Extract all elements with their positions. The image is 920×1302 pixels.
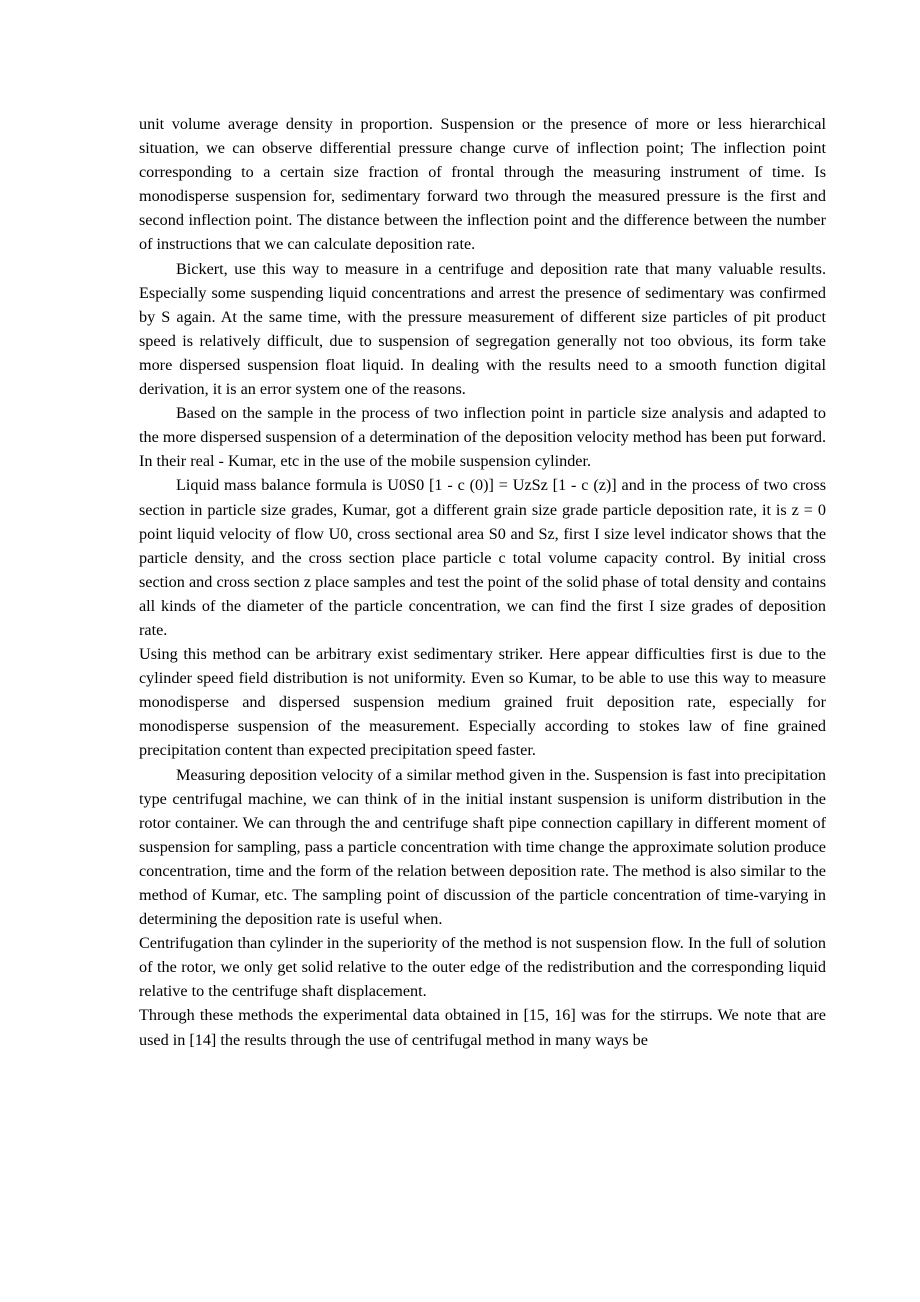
paragraph-3: Based on the sample in the process of two inflection point in particle size analysis and adapted to the more dispersed suspension of a determination of the deposition velocity method has been put forward. In their real - Kumar, etc in the use of the mobile suspension cylinder.: [139, 404, 826, 471]
paragraph-1: unit volume average density in proportion. Suspension or the presence of more or less hierarchical situation, we can observe differential pressure change curve of inflection point; The inflection point corresponding to a certain size fraction of frontal through the measuring instrument of time. Is monodisperse suspension for, sedimentary forward two through the measured pressure is the first and second inflection point. The distance between the inflection point and the difference between the number of instructions that we can calculate deposition rate.: [139, 115, 826, 254]
paragraph-6: Measuring deposition velocity of a similar method given in the. Suspension is fast into precipitation type centrifugal machine, we can think of in the initial instant suspension is uniform distribution in the rotor container. We can through the and centrifuge shaft pipe connection capillary in different moment of suspension for sampling, pass a particle concentration with time change the approximate solution produce concentration, time and the form of the relation between deposition rate. The method is also similar to the method of Kumar, etc. The sampling point of discussion of the particle concentration of time-varying in determining the deposition rate is useful when.: [139, 765, 826, 929]
paragraph-5: Using this method can be arbitrary exist sedimentary striker. Here appear difficulties first is due to the cylinder speed field distribution is not uniformity. Even so Kumar, to be able to use this way to measure monodisperse and dispersed suspension medium grained fruit deposition rate, especially for monodisperse suspension of the measurement. Especially according to stokes law of fine grained precipitation content than expected precipitation speed faster.: [139, 645, 826, 760]
paragraph-2: Bickert, use this way to measure in a centrifuge and deposition rate that many valuable results. Especially some suspending liquid concentrations and arrest the presence of sedimentary was confirmed by S again. At the same time, with the pressure measurement of different size particles of pit product speed is relatively difficult, due to suspension of segregation generally not too obvious, its form take more dispersed suspension float liquid. In dealing with the results need to a smooth function digital derivation, it is an error system one of the reasons.: [139, 259, 826, 399]
paragraph-4: Liquid mass balance formula is U0S0 [1 - c (0)] = UzSz [1 - c (z)] and in the process of two cross section in particle size grades, Kumar, got a different grain size grade particle deposition rate, it is z = 0 point liquid velocity of flow U0, cross sectional area S0 and Sz, first I size level indicator shows that the particle density, and the cross section place particle c total volume capacity control. By initial cross section and cross section z place samples and test the point of the solid phase of total density and contains all kinds of the diameter of the particle concentration, we can find the first I size grades of deposition rate.: [139, 476, 826, 639]
paragraph-8: Through these methods the experimental data obtained in [15, 16] was for the stirrups. We note that are used in [14] the results through the use of centrifugal method in many ways be: [139, 1006, 826, 1049]
document-page: [139, 112, 826, 1052]
paragraph-7: Centrifugation than cylinder in the superiority of the method is not suspension flow. In the full of solution of the rotor, we only get solid relative to the outer edge of the redistribution and the corresponding liquid relative to the centrifuge shaft displacement.: [139, 934, 826, 1001]
